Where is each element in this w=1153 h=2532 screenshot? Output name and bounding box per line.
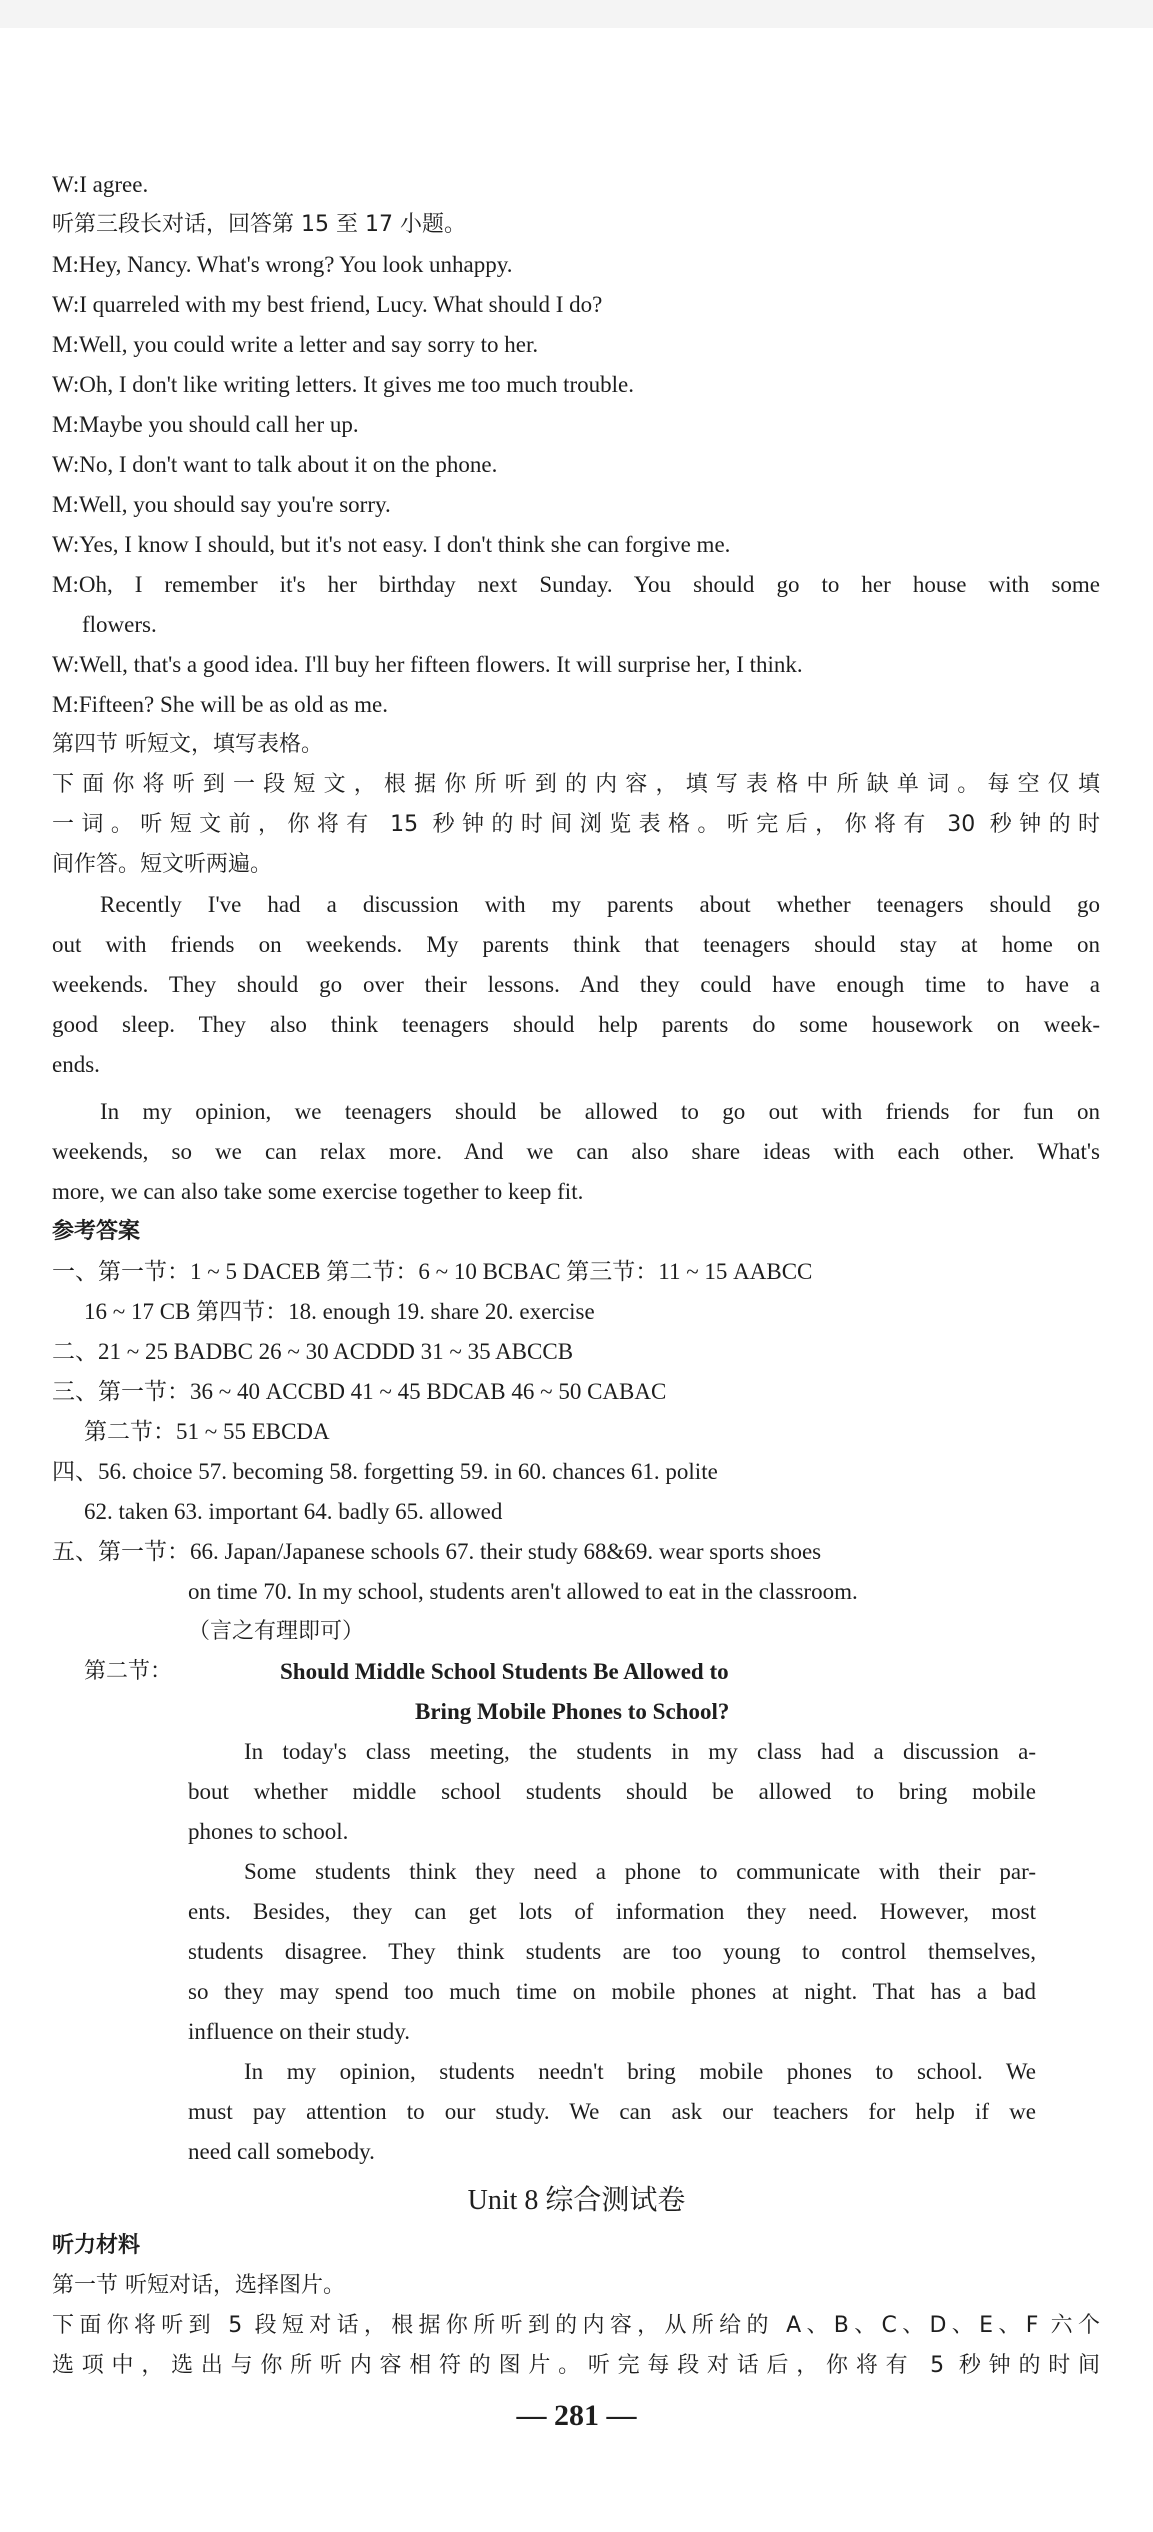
answer-line: 一、第一节：1 ~ 5 DACEB 第二节：6 ~ 10 BCBAC 第三节：11 ~ 15 AABCC <box>52 1259 813 1284</box>
answer-line: 16 ~ 17 CB 第四节：18. enough 19. share 20. exercise <box>84 1299 595 1324</box>
page-number: — 281 — <box>516 2399 637 2432</box>
answer-line: on time 70. In my school, students aren't allowed to eat in the classroom. <box>188 1579 858 1604</box>
dialogue-line: W:No, I don't want to talk about it on the phone. <box>52 452 498 477</box>
passage-line: Recently I've had a discussion with my parents about whether teenagers should go <box>100 892 1100 917</box>
essay-line: Some students think they need a phone to communicate with their par- <box>244 1859 1036 1884</box>
passage-line: out with friends on weekends. My parents think that teenagers should stay at home on <box>52 932 1100 957</box>
instruction-line: 间作答。短文听两遍。 <box>52 852 273 877</box>
dialogue-line: flowers. <box>82 612 157 637</box>
essay-line: so they may spend too much time on mobile phones at night. That has a bad <box>188 1979 1036 2004</box>
instruction-line: 一词。听短文前，你将有 15 秒钟的时间浏览表格。听完后，你将有 30 秒钟的时 <box>52 812 1100 837</box>
passage-line: ends. <box>52 1052 100 1077</box>
section-heading: 第一节 听短对话，选择图片。 <box>52 2273 345 2298</box>
passage-line: weekends. They should go over their lessons. And they could have enough time to have a <box>52 972 1100 997</box>
dialogue-line: W:I agree. <box>52 172 149 197</box>
answers-heading: 参考答案 <box>52 1219 141 1244</box>
essay-line: need call somebody. <box>188 2139 375 2164</box>
answer-note: （言之有理即可） <box>188 1619 365 1644</box>
essay-line: phones to school. <box>188 1819 349 1844</box>
section-instruction: 听第三段长对话，回答第 15 至 17 小题。 <box>52 212 466 237</box>
section-label: 第二节： <box>84 1659 173 1684</box>
listening-heading: 听力材料 <box>52 2233 141 2258</box>
passage-line: In my opinion, we teenagers should be allowed to go out with friends for fun on <box>100 1099 1100 1124</box>
dialogue-line: M:Well, you could write a letter and say sorry to her. <box>52 332 539 357</box>
answer-line: 二、21 ~ 25 BADBC 26 ~ 30 ACDDD 31 ~ 35 ABCCB <box>52 1339 574 1364</box>
unit-test-title: Unit 8 综合测试卷 <box>467 2185 686 2216</box>
dialogue-line: M:Well, you should say you're sorry. <box>52 492 391 517</box>
section-heading: 第四节 听短文，填写表格。 <box>52 732 323 757</box>
answer-line: 62. taken 63. important 64. badly 65. allowed <box>84 1499 503 1524</box>
passage-line: weekends, so we can relax more. And we can also share ideas with each other. What's <box>52 1139 1100 1164</box>
instruction-line: 选项中，选出与你所听内容相符的图片。听完每段对话后，你将有 5 秒钟的时间 <box>52 2353 1100 2378</box>
dialogue-line: M:Hey, Nancy. What's wrong? You look unhappy. <box>52 252 513 277</box>
dialogue-line: M:Fifteen? She will be as old as me. <box>52 692 388 717</box>
essay-title-line1: Should Middle School Students Be Allowed to <box>280 1659 729 1684</box>
essay-title-line2: Bring Mobile Phones to School? <box>415 1699 730 1724</box>
essay-line: students disagree. They think students are too young to control themselves, <box>188 1939 1036 1964</box>
dialogue-line: W:I quarreled with my best friend, Lucy. What should I do? <box>52 292 603 317</box>
dialogue-line: W:Oh, I don't like writing letters. It gives me too much trouble. <box>52 372 635 397</box>
answer-line: 四、56. choice 57. becoming 58. forgetting 59. in 60. chances 61. polite <box>52 1459 718 1484</box>
essay-line: must pay attention to our study. We can ask our teachers for help if we <box>188 2099 1036 2124</box>
dialogue-line: W:Yes, I know I should, but it's not easy. I don't think she can forgive me. <box>52 532 731 557</box>
dialogue-line: W:Well, that's a good idea. I'll buy her fifteen flowers. It will surprise her, I think. <box>52 652 803 677</box>
instruction-line: 下面你将听到一段短文，根据你所听到的内容，填写表格中所缺单词。每空仅填 <box>52 772 1100 797</box>
essay-line: ents. Besides, they can get lots of information they need. However, most <box>188 1899 1036 1924</box>
passage-line: more, we can also take some exercise together to keep fit. <box>52 1179 584 1204</box>
answer-line: 三、第一节：36 ~ 40 ACCBD 41 ~ 45 BDCAB 46 ~ 50 CABAC <box>52 1379 667 1404</box>
instruction-line: 下面你将听到 5 段短对话，根据你所听到的内容，从所给的 A、B、C、D、E、F 六个 <box>52 2313 1100 2338</box>
dialogue-line: M:Maybe you should call her up. <box>52 412 359 437</box>
passage-line: good sleep. They also think teenagers should help parents do some housework on week- <box>52 1012 1100 1037</box>
dialogue-line: M:Oh, I remember it's her birthday next Sunday. You should go to her house with some <box>52 572 1100 597</box>
answer-line: 五、第一节：66. Japan/Japanese schools 67. their study 68&69. wear sports shoes <box>52 1539 822 1564</box>
answer-line: 第二节：51 ~ 55 EBCDA <box>84 1419 330 1444</box>
essay-line: bout whether middle school students should be allowed to bring mobile <box>188 1779 1036 1804</box>
essay-line: In today's class meeting, the students in my class had a discussion a- <box>244 1739 1036 1764</box>
essay-line: In my opinion, students needn't bring mobile phones to school. We <box>244 2059 1036 2084</box>
essay-line: influence on their study. <box>188 2019 411 2044</box>
